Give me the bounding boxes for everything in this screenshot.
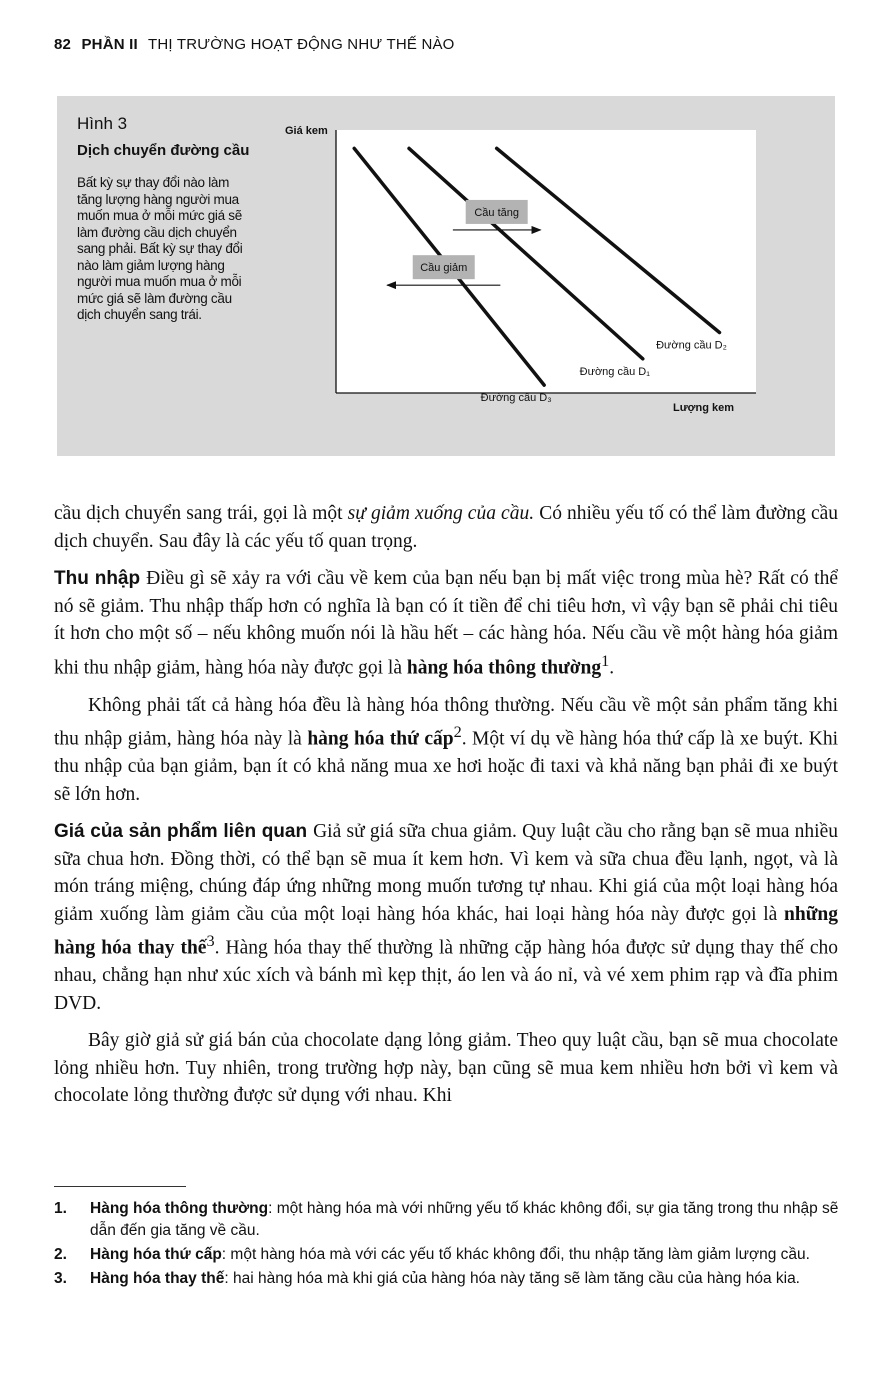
- p1-text-a: cầu dịch chuyển sang trái, gọi là một: [54, 503, 348, 524]
- runin-heading-income: Thu nhập: [54, 568, 141, 589]
- footnotes: [54, 1198, 844, 1292]
- body-text: [54, 500, 838, 1110]
- demand-shift-chart: [57, 96, 835, 456]
- figure-number: Hình 3: [77, 114, 128, 133]
- page-number: 82: [54, 36, 72, 53]
- footnote-text: : một hàng hóa mà với những yếu tố khác không đổi, sự gia tăng trong thu nhập sẽ dẫn đến gia tăng về cầu.: [90, 1200, 839, 1239]
- plot-area: [336, 130, 756, 393]
- shift-label-2: Cầu giảm: [420, 262, 468, 275]
- term-normal-good: hàng hóa thông thường: [406, 657, 602, 678]
- figure-title: Dịch chuyển đường cầu: [77, 142, 250, 159]
- paragraph-5: Bây giờ giả sử giá bán của chocolate dạng lỏng giảm. Theo quy luật cầu, bạn sẽ mua chocolate lỏng nhiều hơn. Tuy nhiên, trong trường hợp này, bạn cũng sẽ mua kem nhiều hơn bởi vì kem và chocolate lỏng thường được sử dụng với nhau. Khi: [54, 1030, 838, 1106]
- shift-label-1: Cầu tăng: [474, 206, 520, 219]
- footnote-ref-1[interactable]: 1: [601, 651, 610, 670]
- footnote-number: 2.: [54, 1246, 67, 1263]
- figure-box: [57, 96, 835, 456]
- figure-description: Bất kỳ sự thay đổi nào làm tăng lượng hàng người mua muốn mua ở mỗi mức giá sẽ làm đường cầu dịch chuyển sang phải. Bất kỳ sự thay đổi nào làm giảm lượng hàng người mua muốn mua ở mỗi mức giá sẽ làm đường cầu dịch chuyển sang trái.: [77, 175, 243, 322]
- footnote-1: [54, 1198, 844, 1242]
- footnote-divider: [54, 1186, 186, 1187]
- footnote-2: [54, 1244, 844, 1266]
- paragraph-4: [54, 818, 838, 1017]
- paragraph-3: [54, 692, 838, 809]
- demand-curve-label-3: Đường cầu D₂: [656, 339, 727, 352]
- footnote-term: Hàng hóa thông thường: [90, 1200, 269, 1217]
- x-axis-label: Lượng kem: [673, 402, 735, 414]
- footnote-term: Hàng hóa thứ cấp: [90, 1246, 222, 1263]
- footnote-number: 3.: [54, 1270, 67, 1287]
- demand-curve-label-2: Đường cầu D₁: [579, 365, 650, 378]
- p3-text-a: Không phải tất cả hàng hóa đều là hàng hóa thông thường. Nếu cầu về một sản phẩm tăng khi thu nhập giảm, hàng hóa này là: [54, 694, 838, 750]
- p1-emphasis: sự giảm xuống của cầu.: [347, 503, 535, 524]
- p3-text-b: . Một ví dụ về hàng hóa thứ cấp là xe buýt. Khi thu nhập của bạn giảm, bạn ít có khả năng mua xe hơi hoặc đi taxi và khả năng bạn phải đi xe buýt sẽ lớn hơn.: [54, 728, 838, 805]
- footnote-text: : một hàng hóa mà với các yếu tố khác không đổi, thu nhập tăng làm giảm lượng cầu.: [221, 1246, 810, 1263]
- part-title: THỊ TRƯỜNG HOẠT ĐỘNG NHƯ THẾ NÀO: [147, 36, 455, 53]
- demand-curve-label-1: Đường cầu D₃: [480, 392, 552, 405]
- p2-end: .: [609, 657, 615, 678]
- p4-text-a: Giả sử giá sữa chua giảm. Quy luật cầu cho rằng bạn sẽ mua nhiều sữa chua hơn. Đồng thời, có thể bạn sẽ mua ít kem hơn. Vì kem và sữa chua đều lạnh, ngọt, và là món tráng miệng, chúng đáp ứng những mong muốn tương tự nhau. Khi giá của một loại hàng hóa giảm xuống làm giảm cầu của một loại hàng hóa khác, hai loại hàng hóa này được gọi là: [54, 821, 838, 925]
- footnote-ref-3[interactable]: 3: [206, 932, 215, 950]
- paragraph-1: [54, 500, 838, 555]
- term-substitutes: những hàng hóa thay thế: [54, 903, 838, 959]
- footnote-number: 1.: [54, 1200, 67, 1217]
- p2-text-a: Điều gì sẽ xảy ra với cầu về kem của bạn nếu bạn bị mất việc trong mùa hè? Rất có thể nó sẽ giảm. Thu nhập thấp hơn có nghĩa là bạn có ít tiền để chi tiêu hơn, vì vậy bạn sẽ phải chi tiêu ít hơn cho một số – nếu không muốn nói là hầu hết – các hàng hóa. Nếu cầu về một hàng hóa giảm khi thu nhập giảm, hàng hóa này được gọi là: [54, 568, 839, 678]
- footnote-ref-2[interactable]: 2: [453, 723, 462, 741]
- paragraph-2: [54, 565, 838, 682]
- y-axis-label: Giá kem: [285, 125, 328, 137]
- runin-heading-related-prices: Giá của sản phẩm liên quan: [54, 821, 308, 842]
- p4-text-b: . Hàng hóa thay thế thường là những cặp hàng hóa được sử dụng thay thế cho nhau, chẳng hạn như xúc xích và bánh mì kẹp thịt, áo len và áo nỉ, và vé xem phim rạp và đĩa phim DVD.: [54, 937, 838, 1014]
- part-label: PHẦN II: [81, 36, 138, 53]
- p1-text-b: Có nhiều yếu tố có thể làm đường cầu dịch chuyển. Sau đây là các yếu tố quan trọng.: [54, 503, 839, 552]
- footnote-term: Hàng hóa thay thế: [90, 1270, 225, 1287]
- running-header: [54, 36, 455, 53]
- footnote-text: : hai hàng hóa mà khi giá của hàng hóa này tăng sẽ làm tăng cầu của hàng hóa kia.: [224, 1270, 800, 1287]
- term-inferior-good: hàng hóa thứ cấp: [307, 728, 454, 750]
- footnote-3: [54, 1268, 844, 1290]
